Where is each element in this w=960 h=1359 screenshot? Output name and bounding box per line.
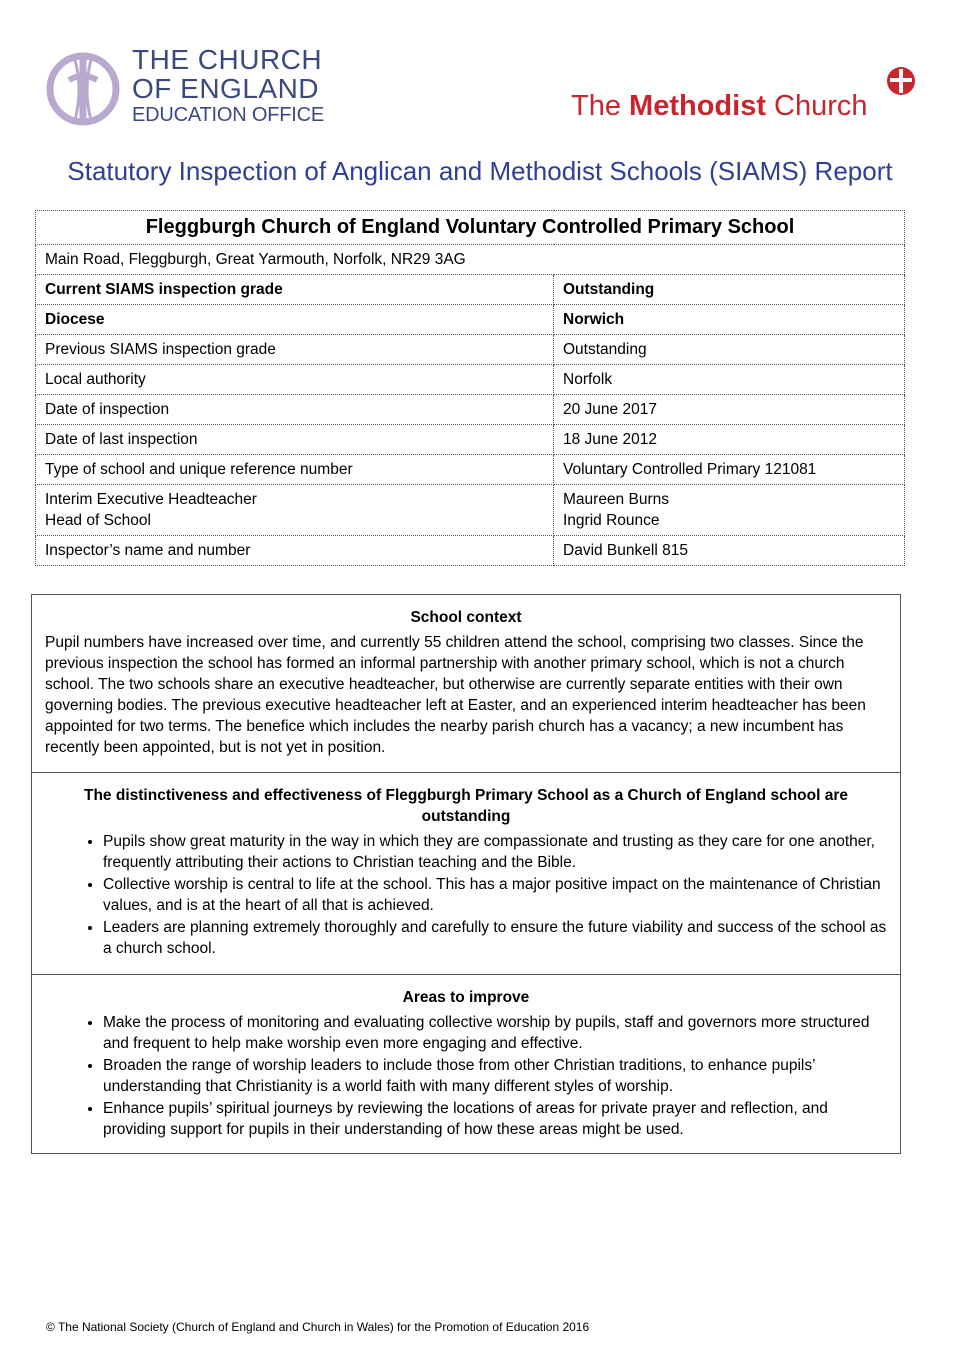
info-label: Local authority xyxy=(36,365,554,395)
school-name: Fleggburgh Church of England Voluntary Controlled Primary School xyxy=(36,211,905,245)
info-row-date-of-last-inspection xyxy=(36,425,905,455)
info-label: Inspector’s name and number xyxy=(36,536,554,566)
report-summary-box xyxy=(31,594,901,1154)
coe-logo-line1: THE CHURCH xyxy=(132,44,323,75)
info-label: Current SIAMS inspection grade xyxy=(36,275,554,305)
info-value: Norfolk xyxy=(554,365,905,395)
info-value: Norwich xyxy=(554,305,905,335)
distinctiveness-section xyxy=(32,773,900,975)
methodist-logo-prefix: The xyxy=(571,90,621,122)
list-item: • Pupils show great maturity in the way in which they are compassionate and trusting as they care for one another, frequently attributing their actions to Christian teaching and the Bible. xyxy=(103,831,887,873)
info-value: David Bunkell 815 xyxy=(554,536,905,566)
section-heading: The distinctiveness and effectiveness of Fleggburgh Primary School as a Church of England school are outstanding xyxy=(84,787,848,825)
info-value-line2: Ingrid Rounce xyxy=(563,512,660,529)
info-label-line1: Interim Executive Headteacher xyxy=(45,491,257,508)
info-value: 20 June 2017 xyxy=(554,395,905,425)
info-label: Previous SIAMS inspection grade xyxy=(36,335,554,365)
methodist-cross-icon xyxy=(886,66,916,96)
copyright-footer: © The National Society (Church of England and Church in Wales) for the Promotion of Education 2016 xyxy=(46,1320,590,1334)
info-label: Date of last inspection xyxy=(36,425,554,455)
info-label: Type of school and unique reference number xyxy=(36,455,554,485)
info-label: Date of inspection xyxy=(36,395,554,425)
info-row-inspector xyxy=(36,536,905,566)
methodist-logo-text xyxy=(571,90,868,123)
info-row-school-type xyxy=(36,455,905,485)
report-title: Statutory Inspection of Anglican and Methodist Schools (SIAMS) Report xyxy=(67,156,893,186)
school-context-text: Pupil numbers have increased over time, and currently 55 children attend the school, comprising two classes. Since the previous inspection the school has formed an informal partnership with another primary school, which is not a church school. The two schools share an executive headteacher, but otherwise are currently separate entities with their own governing bodies. The previous executive headteacher left at Easter, and an experienced interim headteacher has been appointed for two terms. The benefice which includes the nearby parish church has a vacancy; a new incumbent has recently been appointed, but is not yet in position. xyxy=(45,634,866,756)
coe-education-office-logo xyxy=(44,46,344,126)
section-heading: Areas to improve xyxy=(402,989,530,1006)
coe-logo-line3: EDUCATION OFFICE xyxy=(132,104,324,126)
school-address: Main Road, Fleggburgh, Great Yarmouth, Norfolk, NR29 3AG xyxy=(36,245,905,275)
info-row-date-of-inspection xyxy=(36,395,905,425)
section-heading: School context xyxy=(410,609,522,626)
methodist-logo-suffix: Church xyxy=(774,90,868,122)
coe-logo-line2: OF ENGLAND xyxy=(132,73,320,104)
info-label xyxy=(36,485,554,536)
info-value xyxy=(554,485,905,536)
school-address-row xyxy=(36,245,905,275)
info-row-current-grade xyxy=(36,275,905,305)
info-value: 18 June 2012 xyxy=(554,425,905,455)
list-item: • Make the process of monitoring and evaluating collective worship by pupils, staff and governors more structured and frequent to help make worship even more engaging and effective. xyxy=(103,1012,887,1054)
school-info-table xyxy=(35,210,905,566)
info-label-line2: Head of School xyxy=(45,512,151,529)
info-row-diocese xyxy=(36,305,905,335)
list-item: • Collective worship is central to life at the school. This has a major positive impact on the maintenance of Christian values, and is at the heart of all that is achieved. xyxy=(103,874,887,916)
info-row-local-authority xyxy=(36,365,905,395)
bullet-list xyxy=(45,1012,887,1140)
info-value: Voluntary Controlled Primary 121081 xyxy=(554,455,905,485)
school-context-section xyxy=(32,595,900,773)
areas-to-improve-section xyxy=(32,975,900,1153)
methodist-church-logo xyxy=(568,66,918,126)
list-item: • Enhance pupils’ spiritual journeys by reviewing the locations of areas for private prayer and reflection, and providing support for pupils in their understanding of how these areas might be used. xyxy=(103,1098,887,1140)
list-item: • Broaden the range of worship leaders to include those from other Christian traditions, to enhance pupils’ understanding that Christianity is a world faith with many different styles of worship. xyxy=(103,1055,887,1097)
info-row-leadership xyxy=(36,485,905,536)
school-name-row xyxy=(36,211,905,245)
info-row-previous-grade xyxy=(36,335,905,365)
cross-circle-icon xyxy=(44,50,122,128)
bullet-list xyxy=(45,831,887,959)
info-value: Outstanding xyxy=(554,335,905,365)
info-value: Outstanding xyxy=(554,275,905,305)
info-label: Diocese xyxy=(36,305,554,335)
methodist-logo-bold: Methodist xyxy=(629,90,766,122)
list-item: • Leaders are planning extremely thoroughly and carefully to ensure the future viability and success of the school as a church school. xyxy=(103,917,887,959)
info-value-line1: Maureen Burns xyxy=(563,491,669,508)
